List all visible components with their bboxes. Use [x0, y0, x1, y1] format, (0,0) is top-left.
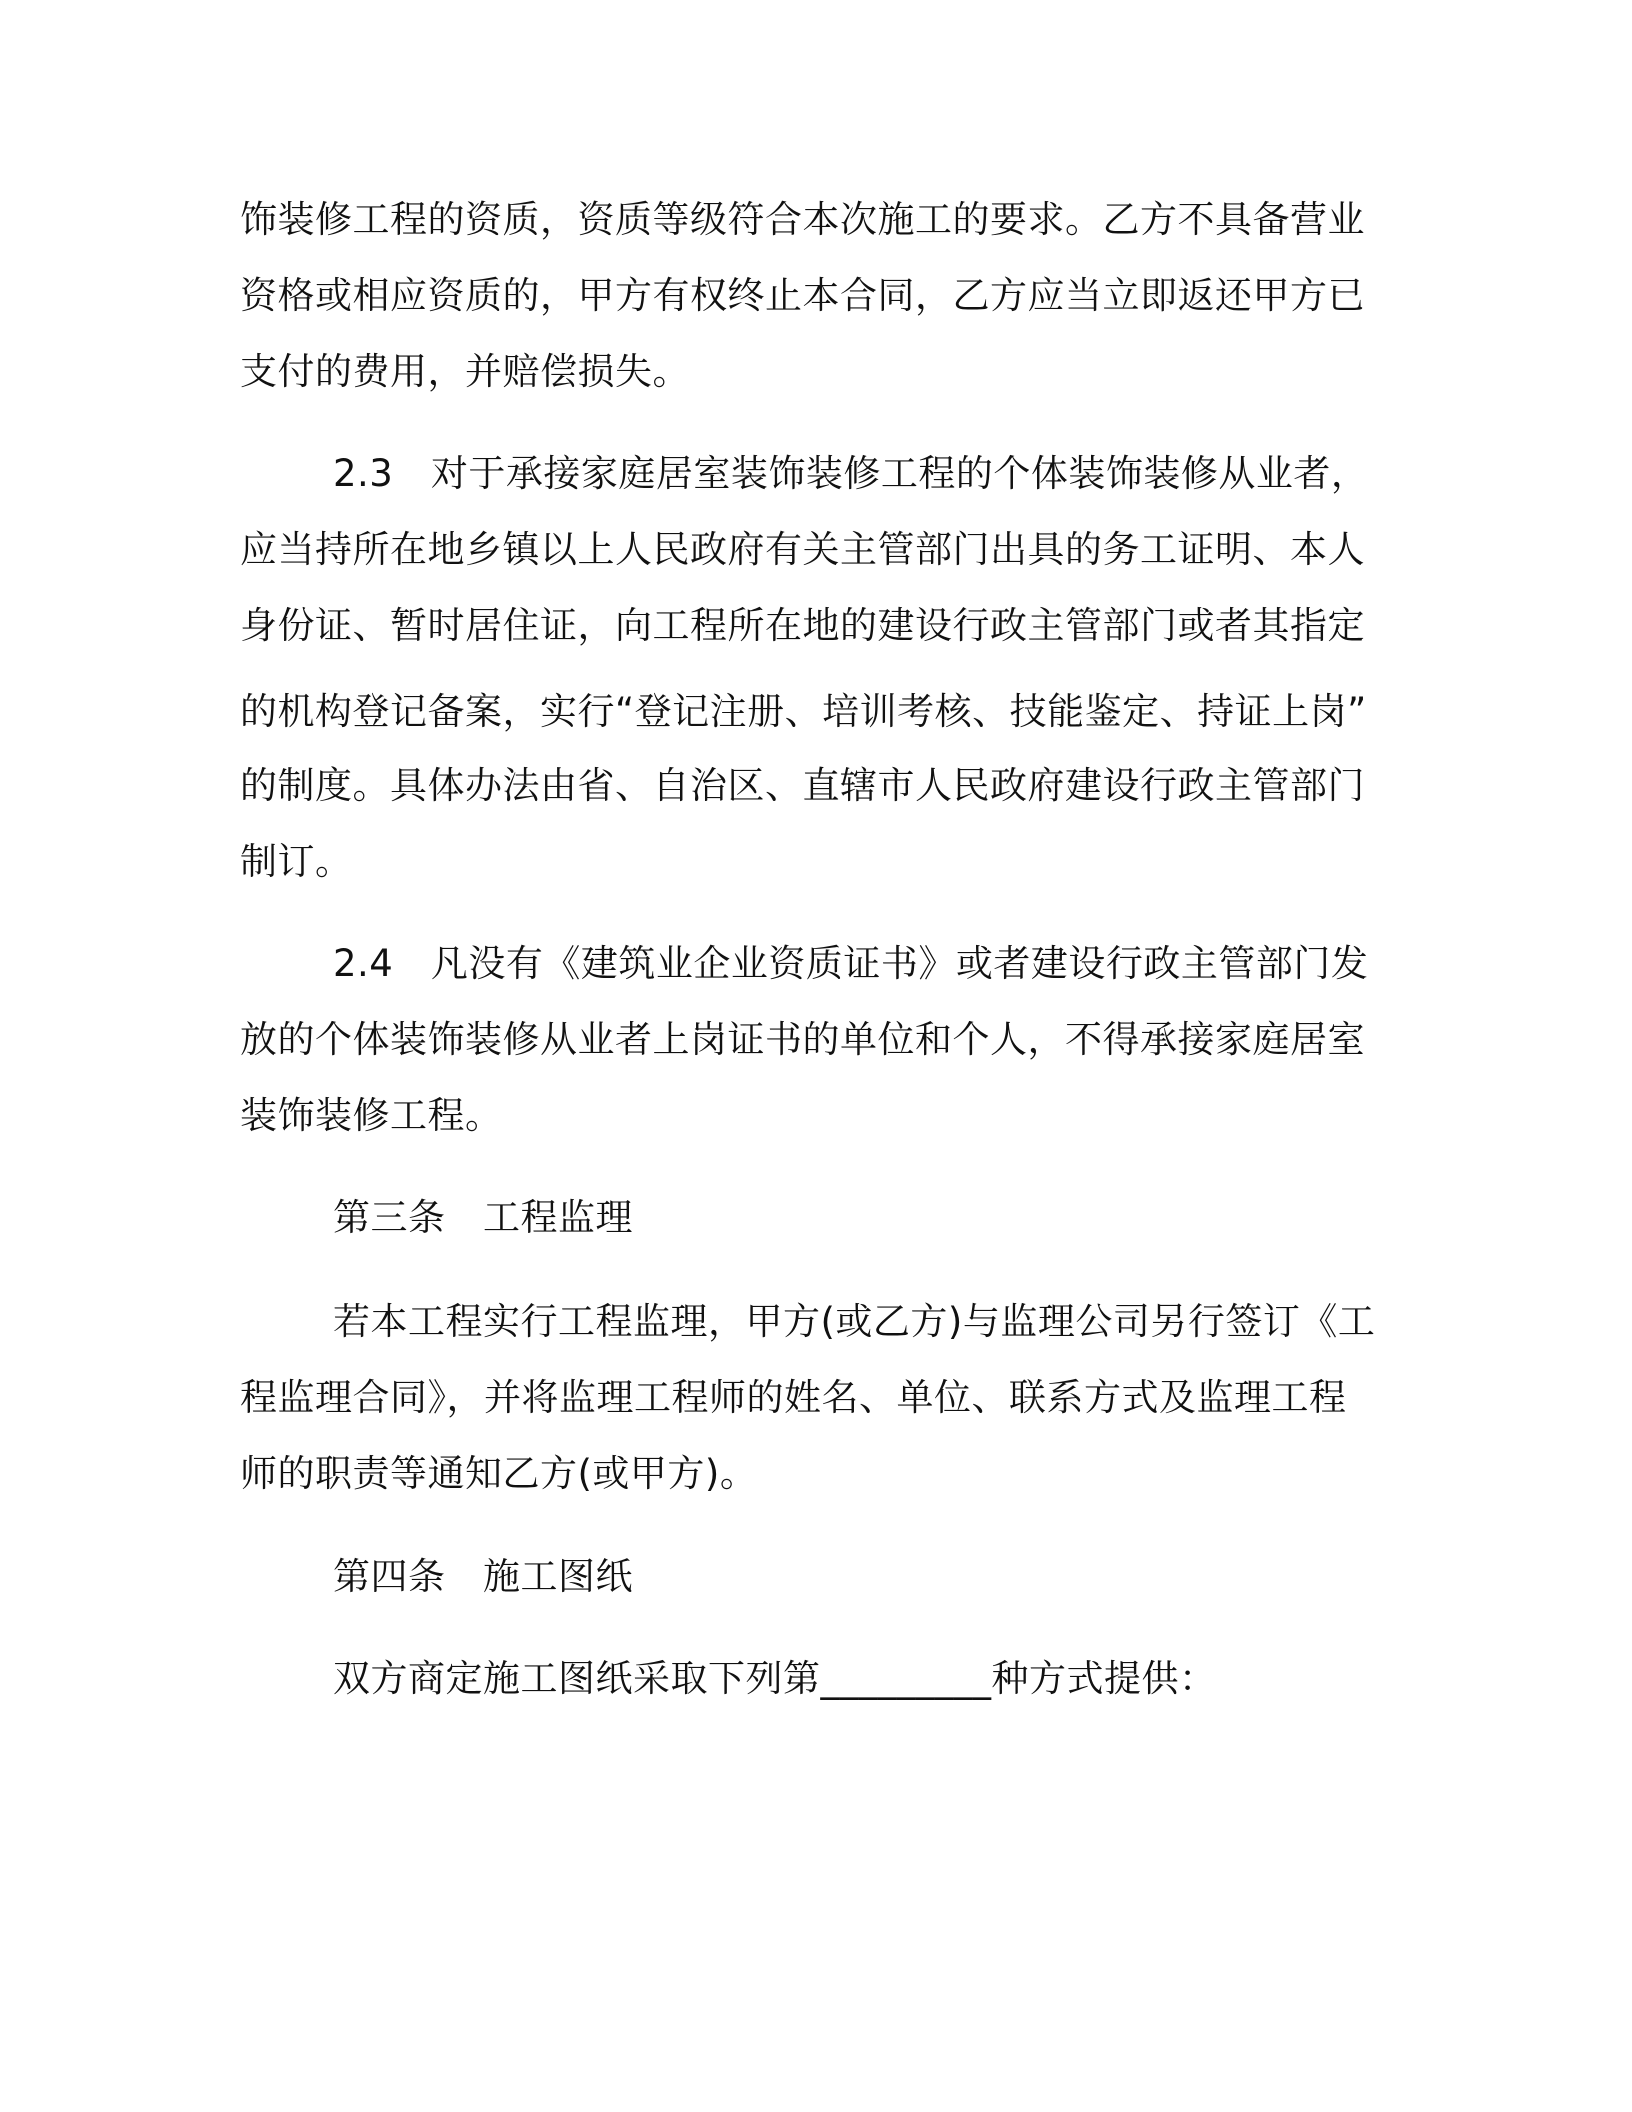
paragraph-2-2-line-1: 饰装修工程的资质，资质等级符合本次施工的要求。乙方不具备营业 — [240, 198, 1365, 241]
paragraph-2-4-line-1: 2.4 凡没有《建筑业企业资质证书》或者建设行政主管部门发 — [333, 942, 1369, 985]
paragraph-2-4-line-3: 装饰装修工程。 — [240, 1094, 503, 1137]
paragraph-2-3-line-3: 身份证、暂时居住证，向工程所在地的建设行政主管部门或者其指定 — [240, 604, 1365, 647]
article-4-line-1: 双方商定施工图纸采取下列第_________种方式提供： — [333, 1657, 1217, 1700]
paragraph-2-3-line-1: 2.3 对于承接家庭居室装饰装修工程的个体装饰装修从业者， — [333, 452, 1369, 495]
paragraph-2-3-line-2: 应当持所在地乡镇以上人民政府有关主管部门出具的务工证明、本人 — [240, 528, 1365, 571]
paragraph-2-2-line-2: 资格或相应资质的，甲方有权终止本合同，乙方应当立即返还甲方已 — [240, 274, 1365, 317]
paragraph-2-2-line-3: 支付的费用，并赔偿损失。 — [240, 350, 690, 393]
paragraph-2-3-line-5: 的制度。具体办法由省、自治区、直辖市人民政府建设行政主管部门 — [240, 764, 1365, 807]
paragraph-2-3-line-4: 的机构登记备案，实行“登记注册、培训考核、技能鉴定、持证上岗” — [240, 690, 1367, 733]
article-3-heading: 第三条 工程监理 — [333, 1196, 633, 1239]
article-4-heading: 第四条 施工图纸 — [333, 1555, 633, 1598]
article-3-line-1: 若本工程实行工程监理，甲方(或乙方)与监理公司另行签订《工 — [333, 1300, 1376, 1343]
paragraph-2-3-line-6: 制订。 — [240, 840, 353, 883]
paragraph-2-4-line-2: 放的个体装饰装修从业者上岗证书的单位和个人，不得承接家庭居室 — [240, 1018, 1365, 1061]
article-3-line-2: 程监理合同》，并将监理工程师的姓名、单位、联系方式及监理工程 — [240, 1376, 1347, 1419]
article-3-line-3: 师的职责等通知乙方(或甲方)。 — [240, 1452, 758, 1495]
